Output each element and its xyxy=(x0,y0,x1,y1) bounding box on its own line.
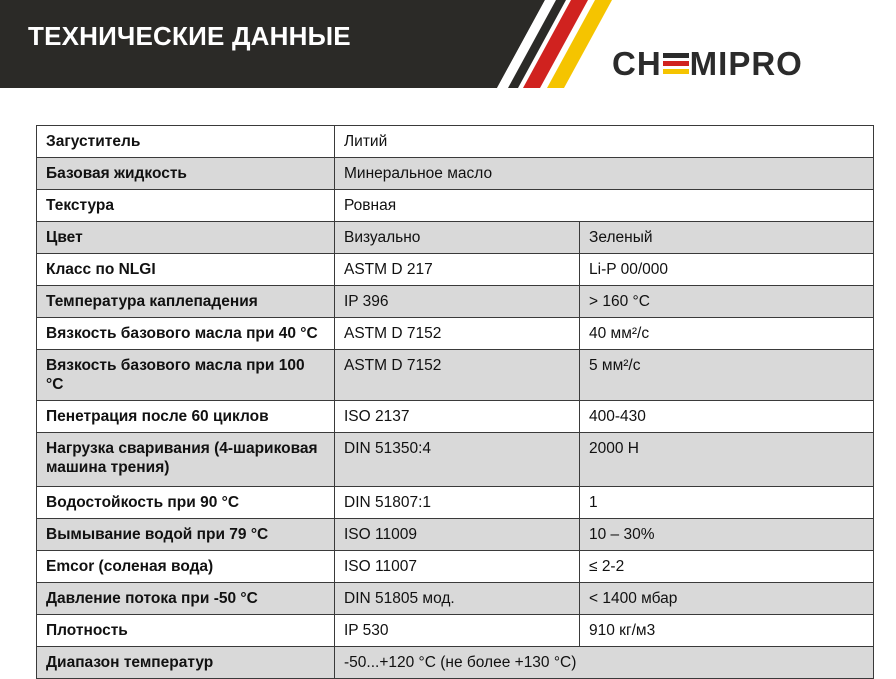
table-row xyxy=(37,433,874,487)
table-row xyxy=(37,401,874,433)
row-label: Загуститель xyxy=(37,126,335,158)
row-label: Температура каплепадения xyxy=(37,286,335,318)
row-value: 910 кг/м3 xyxy=(580,615,874,647)
table-row xyxy=(37,286,874,318)
logo-text-suffix: MIPRO xyxy=(689,45,803,82)
table-row xyxy=(37,350,874,401)
table-row xyxy=(37,519,874,551)
row-label: Нагрузка сваривания (4-шариковая машина трения) xyxy=(37,433,335,487)
row-value: Литий xyxy=(335,126,874,158)
row-label: Текстура xyxy=(37,190,335,222)
row-value: 5 мм²/с xyxy=(580,350,874,401)
row-value: 10 – 30% xyxy=(580,519,874,551)
row-method: DIN 51350:4 xyxy=(335,433,580,487)
row-value: 40 мм²/с xyxy=(580,318,874,350)
row-value: Минеральное масло xyxy=(335,158,874,190)
table-row xyxy=(37,190,874,222)
row-value: Li-P 00/000 xyxy=(580,254,874,286)
page-title: ТЕХНИЧЕСКИЕ ДАННЫЕ xyxy=(28,21,351,51)
row-method: IP 530 xyxy=(335,615,580,647)
row-label: Вязкость базового масла при 100 °C xyxy=(37,350,335,401)
table-row xyxy=(37,254,874,286)
table-row xyxy=(37,615,874,647)
row-method: ASTM D 7152 xyxy=(335,350,580,401)
row-label: Класс по NLGI xyxy=(37,254,335,286)
table-row xyxy=(37,126,874,158)
row-value: 2000 Н xyxy=(580,433,874,487)
row-value: 1 xyxy=(580,487,874,519)
row-method: ASTM D 217 xyxy=(335,254,580,286)
row-method: ISO 11007 xyxy=(335,551,580,583)
row-method: ISO 2137 xyxy=(335,401,580,433)
row-label: Цвет xyxy=(37,222,335,254)
table-row xyxy=(37,647,874,679)
row-label: Вымывание водой при 79 °C xyxy=(37,519,335,551)
row-value: Ровная xyxy=(335,190,874,222)
row-method: ASTM D 7152 xyxy=(335,318,580,350)
row-method: IP 396 xyxy=(335,286,580,318)
row-value: Зеленый xyxy=(580,222,874,254)
row-label: Водостойкость при 90 °C xyxy=(37,487,335,519)
table-row xyxy=(37,318,874,350)
row-label: Диапазон температур xyxy=(37,647,335,679)
row-label: Пенетрация после 60 циклов xyxy=(37,401,335,433)
row-label: Давление потока при -50 °C xyxy=(37,583,335,615)
row-method: DIN 51805 мод. xyxy=(335,583,580,615)
tech-data-table xyxy=(36,125,874,679)
row-label: Emcor (соленая вода) xyxy=(37,551,335,583)
row-method: ISO 11009 xyxy=(335,519,580,551)
row-value: ≤ 2-2 xyxy=(580,551,874,583)
table-row xyxy=(37,487,874,519)
table-row xyxy=(37,222,874,254)
table-row xyxy=(37,158,874,190)
row-label: Плотность xyxy=(37,615,335,647)
row-method: Визуально xyxy=(335,222,580,254)
row-value: -50...+120 °C (не более +130 °C) xyxy=(335,647,874,679)
row-value: < 1400 мбар xyxy=(580,583,874,615)
row-value: > 160 °C xyxy=(580,286,874,318)
table-row xyxy=(37,583,874,615)
row-label: Вязкость базового масла при 40 °C xyxy=(37,318,335,350)
row-label: Базовая жидкость xyxy=(37,158,335,190)
row-value: 400-430 xyxy=(580,401,874,433)
chemipro-logo xyxy=(612,44,803,84)
logo-e-icon xyxy=(663,51,689,77)
page-header xyxy=(0,0,896,88)
table-row xyxy=(37,551,874,583)
logo-text-prefix: CH xyxy=(612,45,662,82)
row-method: DIN 51807:1 xyxy=(335,487,580,519)
